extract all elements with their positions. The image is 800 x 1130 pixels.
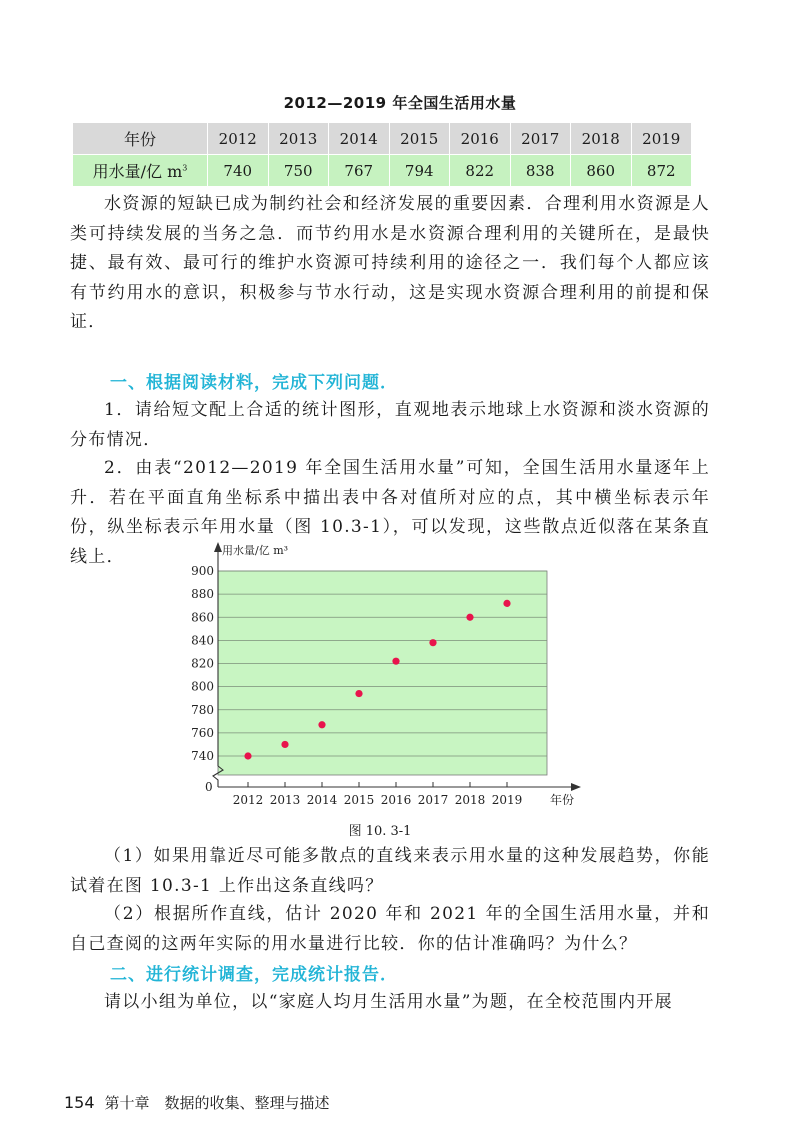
year-cell: 2019 [631,123,692,155]
usage-header-text: 用水量/亿 m [92,162,183,181]
chapter-title: 第十章 数据的收集、整理与描述 [104,1094,330,1112]
data-point [429,639,436,646]
x-tick-label: 2013 [269,793,301,807]
x-axis-label: 年份 [550,793,575,807]
data-point [281,741,288,748]
x-tick-label: 2017 [417,793,449,807]
usage-header-sup: 3 [182,163,188,173]
chart-svg [175,540,595,815]
value-cell: 838 [510,155,571,187]
y-tick-label: 800 [191,679,214,694]
usage-header [73,155,208,187]
section2-heading: 二、进行统计调查，完成统计报告． [110,965,398,985]
y-tick-label: 840 [191,633,214,648]
y-axis-arrow [214,542,222,552]
year-cell: 2015 [389,123,450,155]
plot-area [218,571,547,775]
page-footer [64,1092,330,1113]
year-cell: 2018 [571,123,632,155]
question-1-text: 1．请给短文配上合适的统计图形，直观地表示地球上水资源和淡水资源的分布情况． [70,400,710,450]
question-1 [70,396,710,455]
x-tick-label: 2018 [454,793,486,807]
y-tick-label: 780 [191,702,214,717]
data-point [318,721,325,728]
origin-label: 0 [205,780,213,794]
x-tick-label: 2016 [380,793,412,807]
y-tick-label: 740 [191,749,214,763]
data-point [466,614,473,621]
value-cell: 860 [571,155,632,187]
section2-paragraph [70,988,710,1018]
y-tick-label: 860 [191,610,214,625]
table-row-values [73,155,692,187]
question-2-text: 2．由表“2012—2019 年全国生活用水量”可知，全国生活用水量逐年上升．若在平面直角坐标系中描出表中各对值所对应的点，其中横坐标表示年份，纵坐标表示年用水量（图 10.3-1），可以发现，这些散点近似落在某条直线上． [70,458,710,567]
x-axis-arrow [571,783,581,791]
sub-question-2 [70,900,710,959]
intro-paragraph [70,190,710,338]
y-tick-label: 820 [191,656,214,671]
sub-question-1-text: （1）如果用靠近尽可能多散点的直线来表示用水量的这种发展趋势，你能试着在图 10.3-1 上作出这条直线吗？ [70,846,710,896]
y-tick-label: 880 [191,587,214,602]
table-row-years [73,123,692,155]
section1-heading: 一、根据阅读材料，完成下列问题． [110,373,398,393]
scatter-chart [175,540,595,815]
y-tick-label: 760 [191,725,214,740]
value-cell: 872 [631,155,692,187]
table-title: 2012—2019 年全国生活用水量 [283,94,517,112]
data-point [392,658,399,665]
sub-question-1 [70,842,710,901]
year-cell: 2017 [510,123,571,155]
year-header: 年份 [73,123,208,155]
figure-caption: 图 10. 3-1 [348,824,412,839]
water-usage-table [72,122,692,187]
data-point [503,600,510,607]
data-point [244,752,251,759]
y-tick-label: 900 [191,564,214,578]
value-cell: 822 [450,155,511,187]
value-cell: 794 [389,155,450,187]
year-cell: 2012 [208,123,269,155]
intro-text: 水资源的短缺已成为制约社会和经济发展的重要因素．合理利用水资源是人类可持续发展的当务之急．而节约用水是水资源合理利用的关键所在，是最快捷、最有效、最可行的维护水资源可持续利用的途径之一．我们每个人都应该有节约用水的意识，积极参与节水行动，这是实现水资源合理利用的前提和保证． [70,194,710,332]
value-cell: 767 [329,155,390,187]
year-cell: 2013 [268,123,329,155]
x-tick-label: 2014 [306,793,338,807]
value-cell: 750 [268,155,329,187]
x-tick-label: 2012 [232,793,264,807]
year-cell: 2016 [450,123,511,155]
x-tick-label: 2015 [343,793,375,807]
y-axis-label: 用水量/亿 m³ [222,544,289,557]
page-number: 154 [64,1093,95,1112]
section2-text: 请以小组为单位，以“家庭人均月生活用水量”为题，在全校范围内开展 [104,992,673,1012]
year-cell: 2014 [329,123,390,155]
x-tick-label: 2019 [491,793,523,807]
sub-question-2-text: （2）根据所作直线，估计 2020 年和 2021 年的全国生活用水量，并和自己查阅的这两年实际的用水量进行比较．你的估计准确吗？为什么？ [70,904,710,954]
value-cell: 740 [208,155,269,187]
data-point [355,690,362,697]
